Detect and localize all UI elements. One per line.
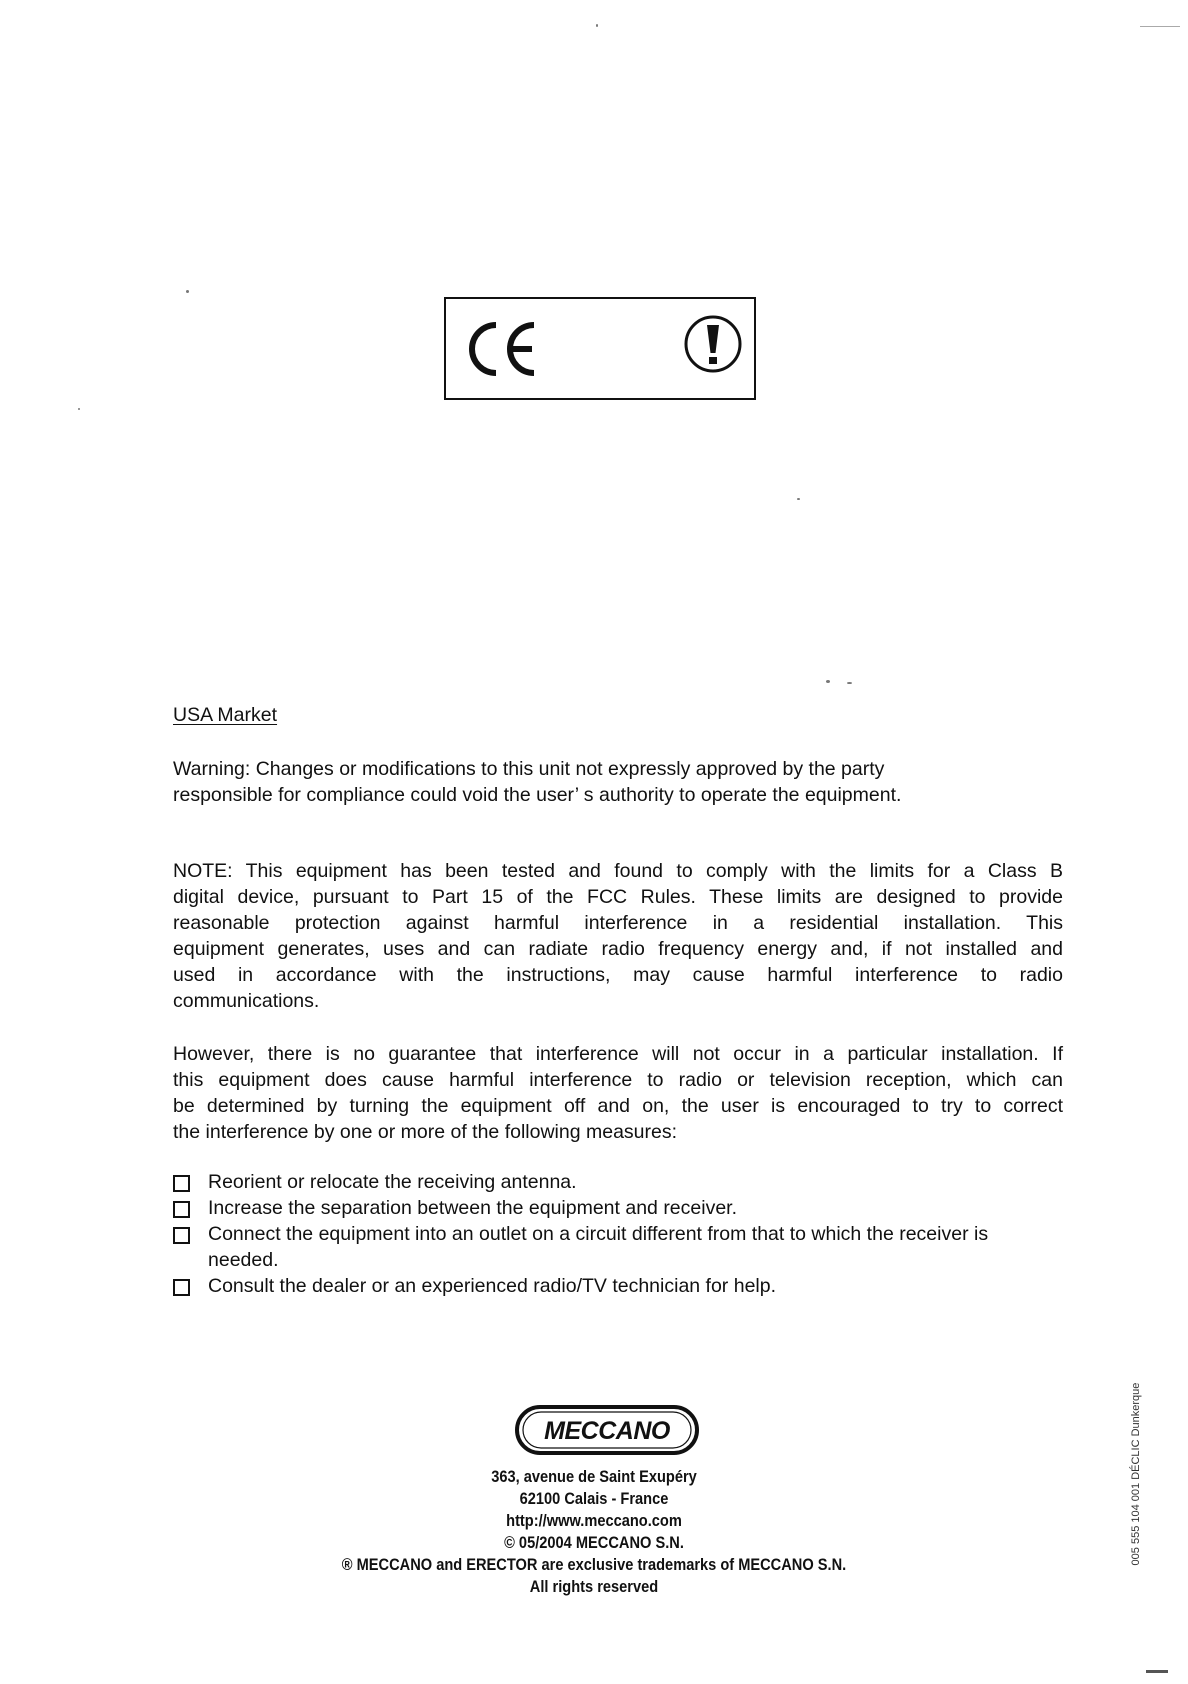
however-line: be determined by turning the equipment off and on, the user is encouraged to try to correct [173, 1095, 1063, 1117]
note-line: digital device, pursuant to Part 15 of the FCC Rules. These limits are designed to provide [173, 886, 1063, 908]
rights-line: All rights reserved [529, 1577, 659, 1596]
exclamation-circle-icon [682, 313, 744, 375]
warning-line: Warning: Changes or modifications to this unit not expressly approved by the party [173, 758, 885, 780]
scan-speck [596, 24, 598, 27]
note-line: NOTE: This equipment has been tested and found to comply with the limits for a Class B [173, 860, 1063, 882]
list-item [173, 1195, 1053, 1221]
website-link[interactable]: http://www.meccano.com [506, 1511, 682, 1530]
warning-paragraph [173, 756, 1053, 808]
compliance-symbol-box [444, 297, 756, 400]
measures-list [173, 1169, 1053, 1299]
meccano-logo [514, 1402, 700, 1458]
list-item [173, 1169, 1053, 1195]
checkbox-square-icon [173, 1175, 190, 1192]
print-code-text: 005 555 104 001 DÉCLIC Dunkerque [1130, 1382, 1142, 1566]
scan-speck [847, 682, 852, 684]
checkbox-square-icon [173, 1279, 190, 1296]
print-code [1127, 1382, 1145, 1582]
checkbox-square-icon [173, 1227, 190, 1244]
copyright-line: © 05/2004 MECCANO S.N. [504, 1533, 684, 1552]
address-line: 62100 Calais - France [519, 1489, 669, 1508]
note-line: used in accordance with the instructions, may cause harmful interference to radio [173, 964, 1063, 986]
note-paragraph [173, 858, 1063, 1014]
measure-text: Reorient or relocate the receiving antenna. [208, 1171, 577, 1193]
measure-text: Consult the dealer or an experienced radio/TV technician for help. [208, 1275, 777, 1297]
scan-speck [78, 408, 80, 410]
scan-speck [826, 680, 830, 683]
note-line: communications. [173, 990, 320, 1012]
scan-speck [186, 290, 189, 293]
warning-line: responsible for compliance could void the user’ s authority to operate the equipment. [173, 784, 902, 806]
ce-mark-icon [462, 317, 542, 381]
measure-text: Connect the equipment into an outlet on a circuit different from that to which the receiver is needed. [208, 1223, 989, 1271]
scan-speck [1146, 1670, 1168, 1673]
section-heading: USA Market [173, 704, 278, 726]
measure-text: Increase the separation between the equipment and receiver. [208, 1197, 738, 1219]
note-line: equipment generates, uses and can radiate radio frequency energy and, if not installed and [173, 938, 1063, 960]
footer-address [336, 1466, 852, 1598]
list-item [173, 1221, 1053, 1273]
list-item [173, 1273, 1053, 1299]
however-line: the interference by one or more of the following measures: [173, 1121, 678, 1143]
however-line: this equipment does cause harmful interference to radio or television reception, which can [173, 1069, 1063, 1091]
logo-text: MECCANO [544, 1417, 670, 1445]
address-line: 363, avenue de Saint Exupéry [491, 1467, 697, 1486]
note-line: reasonable protection against harmful interference in a residential installation. This [173, 912, 1063, 934]
however-line: However, there is no guarantee that interference will not occur in a particular installation. If [173, 1043, 1063, 1065]
checkbox-square-icon [173, 1201, 190, 1218]
trademark-line: ® MECCANO and ERECTOR are exclusive trademarks of MECCANO S.N. [341, 1555, 847, 1574]
scan-speck [797, 498, 800, 500]
however-paragraph [173, 1041, 1063, 1145]
scan-speck [1140, 26, 1180, 27]
